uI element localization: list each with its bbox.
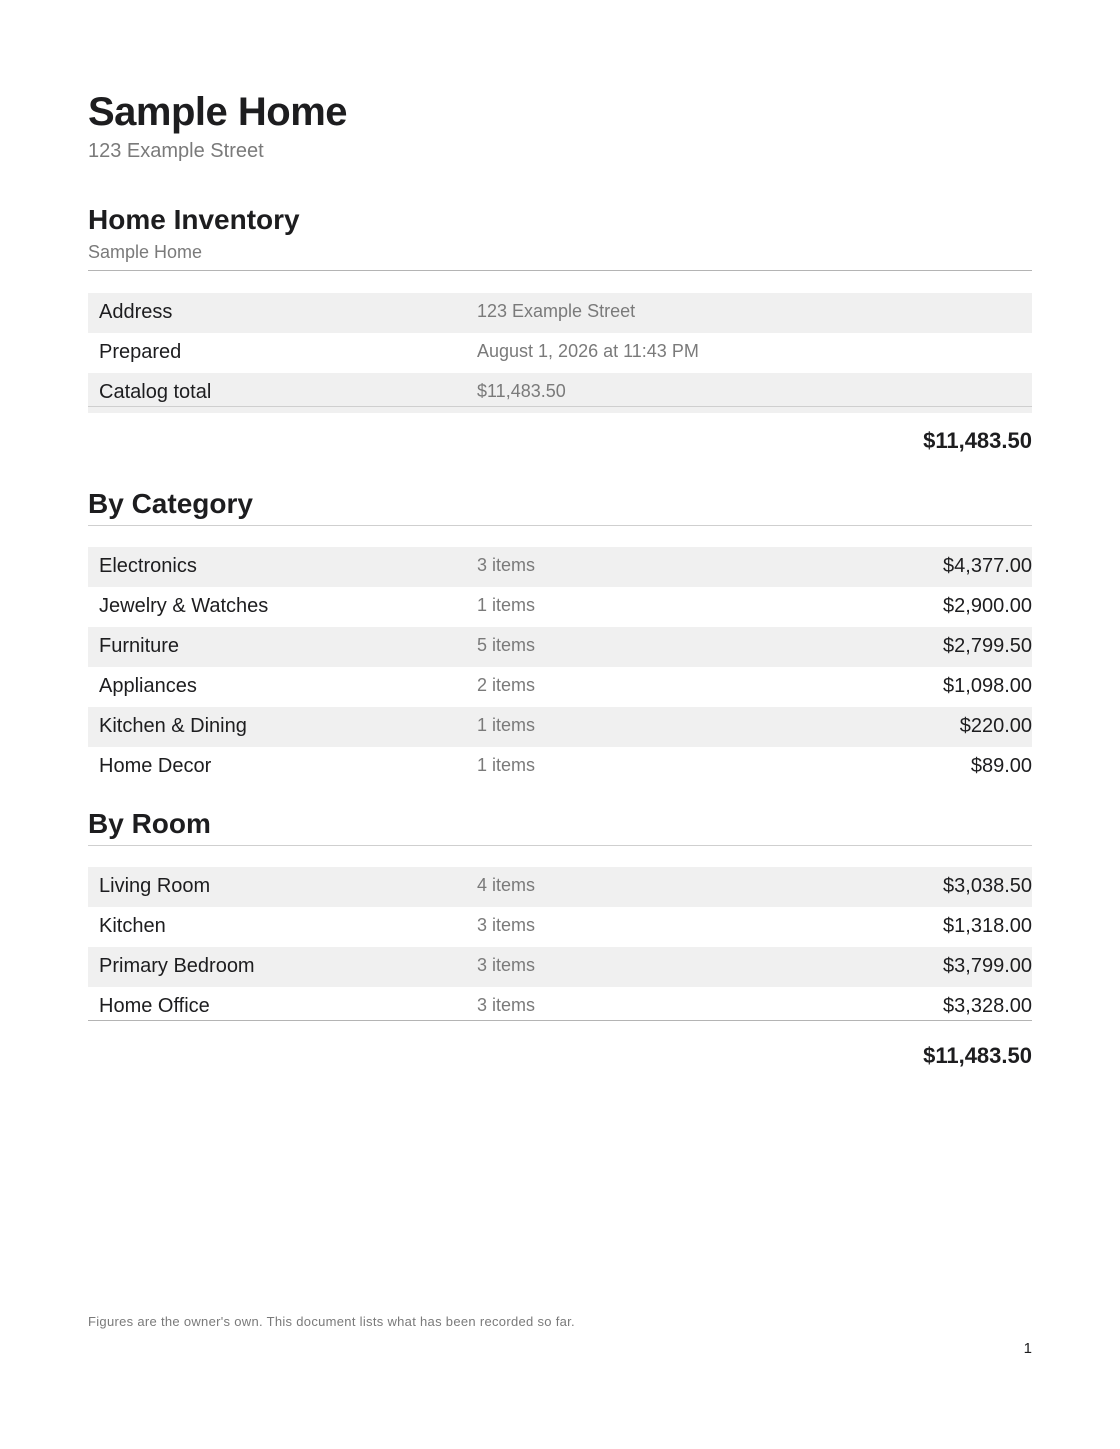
page-number: 1 <box>1023 1340 1032 1357</box>
document-title: Sample Home <box>88 90 348 134</box>
room-name: Living Room <box>99 875 211 897</box>
detail-value: $11,483.50 <box>477 381 566 401</box>
category-name: Kitchen & Dining <box>99 715 247 737</box>
item-count: 1 items <box>477 755 536 775</box>
table-row <box>88 547 1032 587</box>
table-row <box>88 667 1032 707</box>
document-subtitle: 123 Example Street <box>88 140 264 162</box>
category-amount: $1,098.00 <box>943 675 1032 697</box>
category-table <box>88 547 1032 787</box>
table-row <box>88 707 1032 747</box>
inventory-table-bottom-rule <box>88 406 1032 407</box>
detail-value: August 1, 2026 at 11:43 PM <box>477 341 699 361</box>
table-row <box>88 907 1032 947</box>
table-row <box>88 947 1032 987</box>
category-section-title: By Category <box>88 488 253 519</box>
room-section-title: By Room <box>88 808 211 839</box>
footer-note: Figures are the owner's own. This document lists what has been recorded so far. <box>88 1314 575 1329</box>
category-name: Appliances <box>99 675 197 697</box>
category-amount: $220.00 <box>959 715 1032 737</box>
inventory-details-table <box>88 293 1032 413</box>
detail-row-catalog-total <box>88 373 1032 413</box>
item-count: 1 items <box>477 595 536 615</box>
item-count: 3 items <box>477 955 536 975</box>
room-table <box>88 867 1032 1027</box>
room-divider <box>88 845 1032 846</box>
inventory-section-subtitle: Sample Home <box>88 242 203 262</box>
table-row <box>88 587 1032 627</box>
item-count: 3 items <box>477 995 536 1015</box>
item-count: 2 items <box>477 675 536 695</box>
room-name: Home Office <box>99 995 210 1017</box>
item-count: 5 items <box>477 635 536 655</box>
category-amount: $4,377.00 <box>943 555 1032 577</box>
category-name: Jewelry & Watches <box>99 595 269 617</box>
category-amount: $89.00 <box>970 755 1032 777</box>
detail-label: Address <box>99 301 173 323</box>
room-total: $11,483.50 <box>923 1043 1032 1068</box>
room-name: Primary Bedroom <box>99 955 255 977</box>
detail-row-prepared <box>88 333 1032 373</box>
detail-label: Prepared <box>99 341 182 363</box>
room-amount: $3,038.50 <box>943 875 1032 897</box>
room-amount: $1,318.00 <box>943 915 1032 937</box>
room-name: Kitchen <box>99 915 166 937</box>
category-name: Furniture <box>99 635 180 657</box>
category-amount: $2,900.00 <box>943 595 1032 617</box>
category-name: Electronics <box>99 555 197 577</box>
room-amount: $3,328.00 <box>943 995 1032 1017</box>
detail-row-address <box>88 293 1032 333</box>
room-amount: $3,799.00 <box>943 955 1032 977</box>
table-row <box>88 987 1032 1027</box>
inventory-section-title: Home Inventory <box>88 204 300 235</box>
table-row <box>88 747 1032 787</box>
category-amount: $2,799.50 <box>943 635 1032 657</box>
detail-value: 123 Example Street <box>477 301 636 321</box>
item-count: 1 items <box>477 715 536 735</box>
inventory-divider <box>88 270 1032 271</box>
room-table-bottom-rule <box>88 1020 1032 1021</box>
inventory-total: $11,483.50 <box>923 428 1032 453</box>
category-name: Home Decor <box>99 755 212 777</box>
detail-label: Catalog total <box>99 381 212 403</box>
table-row <box>88 867 1032 907</box>
table-row <box>88 627 1032 667</box>
item-count: 3 items <box>477 915 536 935</box>
category-divider <box>88 525 1032 526</box>
item-count: 3 items <box>477 555 536 575</box>
item-count: 4 items <box>477 875 536 895</box>
